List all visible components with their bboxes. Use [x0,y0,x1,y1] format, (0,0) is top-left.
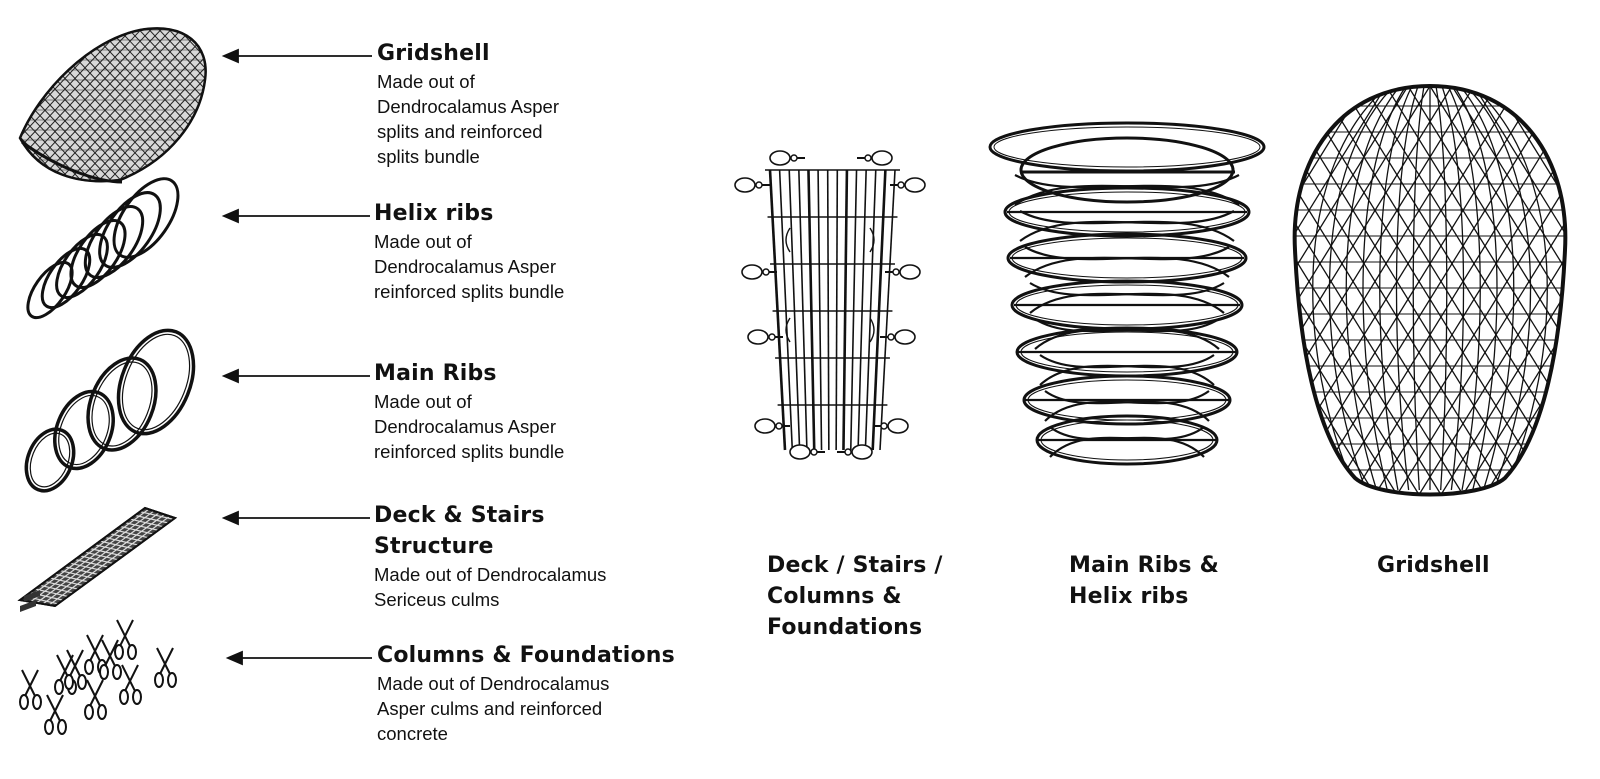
view-label-ribs: Main Ribs & Helix ribs [1069,553,1219,609]
component-columns-foundations [377,640,675,746]
component-title: Main Ribs [374,361,497,386]
component-description: Made out of Dendrocalamus Asper reinforced splits bundle [374,391,565,462]
deck-stairs-isometric-icon [20,508,180,612]
view-label-gridshell: Gridshell [1377,553,1490,578]
gridshell-elevation-icon [510,86,1600,506]
main-ribs-isometric-icon [18,319,208,498]
component-title: Helix ribs [374,201,494,226]
component-description: Made out of Dendrocalamus Asper culms and reinforced concrete [377,673,610,744]
helix-ribs-isometric-icon [19,168,190,325]
component-gridshell [377,38,559,169]
component-title: Gridshell [377,41,490,66]
component-description: Made out of Dendrocalamus Asper reinforced splits bundle [374,231,565,302]
component-title: Deck & Stairs Structure [374,503,545,559]
component-main-ribs [374,358,564,464]
component-helix-ribs [374,198,564,304]
leader-arrows [224,50,372,664]
component-description: Made out of Dendrocalamus Asper splits and reinforced splits bundle [377,71,560,167]
columns-foundations-isometric-icon [20,620,176,734]
component-title: Columns & Foundations [377,643,675,668]
view-label-deck-columns: Deck / Stairs / Columns & Foundations [767,553,943,640]
component-description: Made out of Dendrocalamus Sericeus culms [374,564,607,610]
component-deck-stairs [374,500,606,612]
deck-columns-elevation-icon [735,151,925,459]
ribs-elevation-icon [990,123,1264,464]
